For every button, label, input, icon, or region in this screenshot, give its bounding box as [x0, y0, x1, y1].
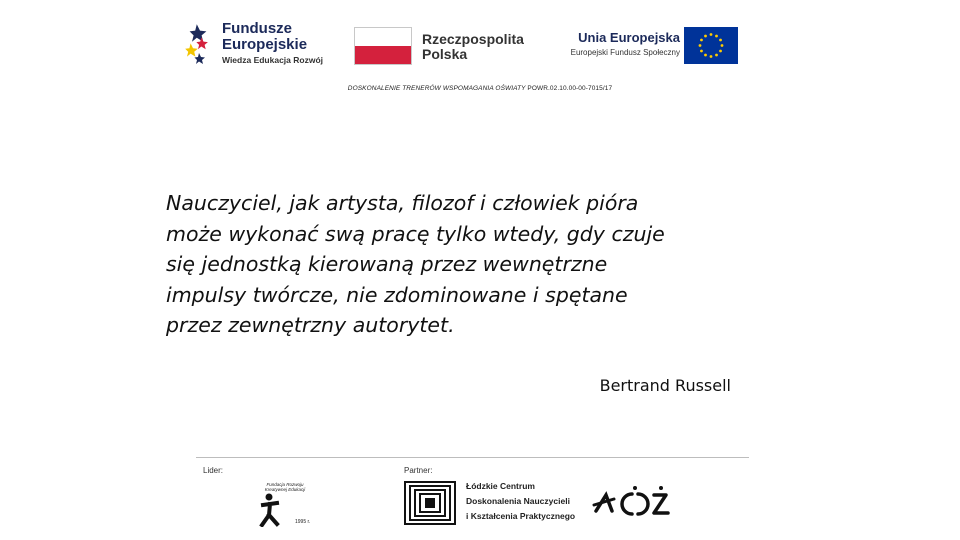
quote-line: Nauczyciel, jak artysta, filozof i człowiek pióra — [166, 191, 639, 215]
project-code: POWR.02.10.00-00-7015/17 — [527, 85, 613, 92]
running-figure-icon — [259, 493, 283, 527]
polish-flag-icon — [354, 27, 412, 65]
eu-star-icon — [704, 54, 707, 57]
fundusze-europejskie-logo — [182, 17, 322, 71]
lider-label: Lider: — [203, 466, 224, 475]
rp-logo-line1: Rzeczpospolita — [422, 31, 524, 47]
rzeczpospolita-polska-logo — [354, 27, 524, 67]
eu-star-icon — [719, 39, 722, 42]
eu-star-icon — [721, 44, 724, 47]
project-title-line — [0, 85, 960, 92]
eu-star-icon — [715, 54, 718, 57]
lider-logo-year: 1995 r. — [295, 519, 311, 525]
ue-logo-line1: Unia Europejska — [578, 30, 680, 45]
lider-logo-line1: Fundacja Rozwoju — [266, 482, 304, 487]
eu-star-icon — [704, 35, 707, 38]
eu-star-icon — [700, 50, 703, 53]
partner-label: Partner: — [404, 466, 433, 475]
eu-star-icon — [715, 35, 718, 38]
ldc-logo-line3: i Kształcenia Praktycznego — [466, 511, 576, 521]
quote-line: się jednostką kierowaną przez wewnętrzne — [166, 252, 608, 276]
lodz-city-logo-icon — [592, 483, 674, 523]
footer-divider — [196, 457, 749, 458]
quote-line: impulsy twórcze, nie zdominowane i spętane — [166, 282, 628, 307]
unia-europejska-logo — [548, 27, 738, 65]
fundusze-europejskie-star-icon — [184, 19, 214, 67]
fundusze-logo-line2: Europejskie — [222, 36, 308, 53]
eu-star-icon — [710, 33, 713, 36]
rp-logo-line2: Polska — [422, 46, 468, 62]
ldc-logo — [404, 481, 576, 527]
quote-line: może wykonać swą pracę tylko wtedy, gdy czuje — [166, 221, 665, 246]
project-text: DOSKONALENIE TRENERÓW WSPOMAGANIA OŚWIATY — [347, 85, 526, 92]
eu-flag-icon — [684, 27, 738, 64]
quote-line: przez zewnętrzny autorytet. — [166, 313, 455, 337]
ldc-square-icon — [404, 481, 456, 525]
eu-star-icon — [699, 44, 702, 47]
ldc-logo-line2: Doskonalenia Nauczycieli — [466, 496, 570, 506]
fundusze-logo-line1: Fundusze — [222, 20, 292, 37]
ldc-logo-line1: Łódzkie Centrum — [466, 481, 535, 491]
eu-star-icon — [710, 55, 713, 58]
fundusze-logo-line3: Wiedza Edukacja Rozwój — [222, 55, 323, 65]
quote-block — [166, 188, 746, 341]
ue-logo-line2: Europejski Fundusz Społeczny — [570, 48, 680, 57]
lider-logo-line2: Kreatywnej Edukacji — [264, 487, 306, 492]
eu-star-icon — [700, 39, 703, 42]
eu-star-icon — [719, 50, 722, 53]
quote-author: Bertrand Russell — [599, 376, 731, 395]
lider-logo — [253, 479, 317, 529]
